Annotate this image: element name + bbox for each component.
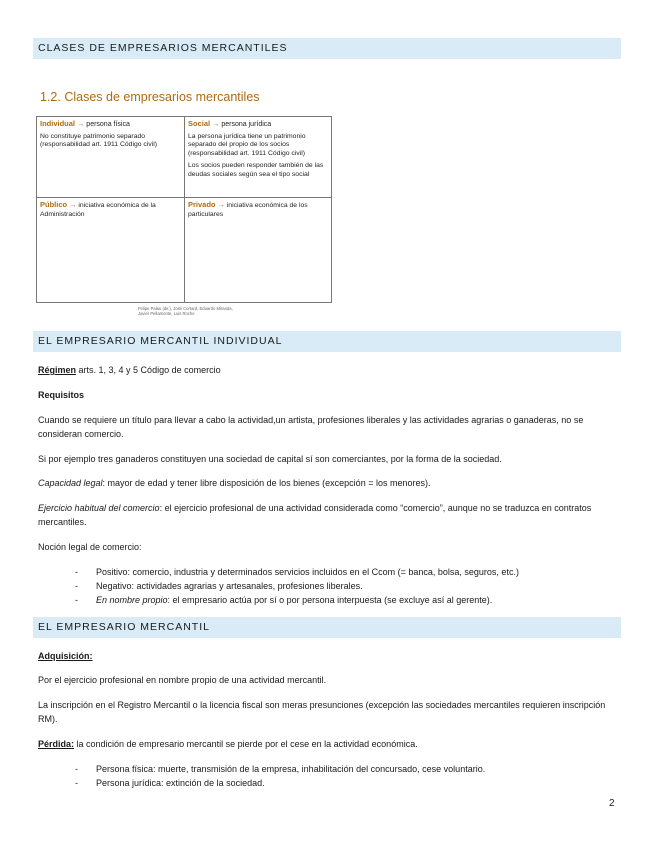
- ejercicio-habitual: Ejercicio habitual del comercio: el ejercicio profesional de una actividad considerada como “comercio”, aunque no se traduzca en contratos mercantiles.: [38, 503, 592, 527]
- table-divider-horizontal: [36, 197, 332, 198]
- cell-publico: Público → iniciativa económica de la Administración: [40, 200, 156, 218]
- paragraph-ejercicio: Por el ejercicio profesional en nombre propio de una actividad mercantil.: [38, 675, 327, 685]
- paragraph-inscripcion: La inscripción en el Registro Mercantil o la licencia fiscal son meras presunciones (excepción las sociedades mercantiles requieren inscripción RM).: [38, 700, 606, 724]
- requisitos-heading: Requisitos: [38, 390, 85, 400]
- cell-social: Social → persona jurídica La persona jurídica tiene un patrimonio separado del propio de los socios (responsabilidad art. 1911 Código civil) Los socios pueden responder también de las deudas sociales según sea el tipo social: [188, 119, 324, 178]
- slide-credit: Felipe Palau (dir.), José Cortard, Eduardo Miranda, Javier Pellamonte, Luis Roche: [138, 306, 233, 316]
- list-item: - Positivo: comercio, industria y determinados servicios incluidos en el Ccom (= banca, bolsa, seguros, etc.): [75, 567, 519, 577]
- section-header-clases: CLASES DE EMPRESARIOS MERCANTILES: [33, 38, 621, 59]
- perdida-line: Pérdida: la condición de empresario mercantil se pierde por el cese en la actividad económica.: [38, 739, 418, 749]
- section-header-individual: EL EMPRESARIO MERCANTIL INDIVIDUAL: [33, 331, 621, 352]
- capacidad-legal: Capacidad legal: mayor de edad y tener libre disposición de los bienes (excepción = los menores).: [38, 478, 431, 488]
- regimen-line: Régimen arts. 1, 3, 4 y 5 Código de comercio: [38, 365, 221, 375]
- cell-individual: Individual → persona física No constituye patrimonio separado (responsabilidad art. 1911 Código civil): [40, 119, 157, 149]
- page-number: 2: [609, 798, 615, 809]
- paragraph-ganaderos: Si por ejemplo tres ganaderos constituyen una sociedad de capital sí son comerciantes, por la forma de la sociedad.: [38, 454, 502, 464]
- list-item: - Negativo: actividades agrarias y artesanales, profesiones liberales.: [75, 581, 363, 591]
- table-divider-vertical: [184, 116, 185, 303]
- paragraph-titulo: Cuando se requiere un título para llevar a cabo la actividad,un artista, profesiones liberales y las actividades agrarias o ganaderas, no se consideran comercio.: [38, 415, 584, 439]
- nocion-legal: Noción legal de comercio:: [38, 542, 142, 552]
- adquisicion-heading: Adquisición:: [38, 651, 93, 661]
- list-item: - Persona jurídica: extinción de la sociedad.: [75, 778, 265, 788]
- slide-title: 1.2. Clases de empresarios mercantiles: [40, 90, 260, 104]
- cell-privado: Privado → iniciativa económica de los particulares: [188, 200, 308, 218]
- list-item: - Persona física: muerte, transmisión de la empresa, inhabilitación del concursado, cese voluntario.: [75, 764, 486, 774]
- list-item: - En nombre propio: el empresario actúa por sí o por persona interpuesta (se excluye así al gerente).: [75, 595, 493, 605]
- section-header-mercantil: EL EMPRESARIO MERCANTIL: [33, 617, 621, 638]
